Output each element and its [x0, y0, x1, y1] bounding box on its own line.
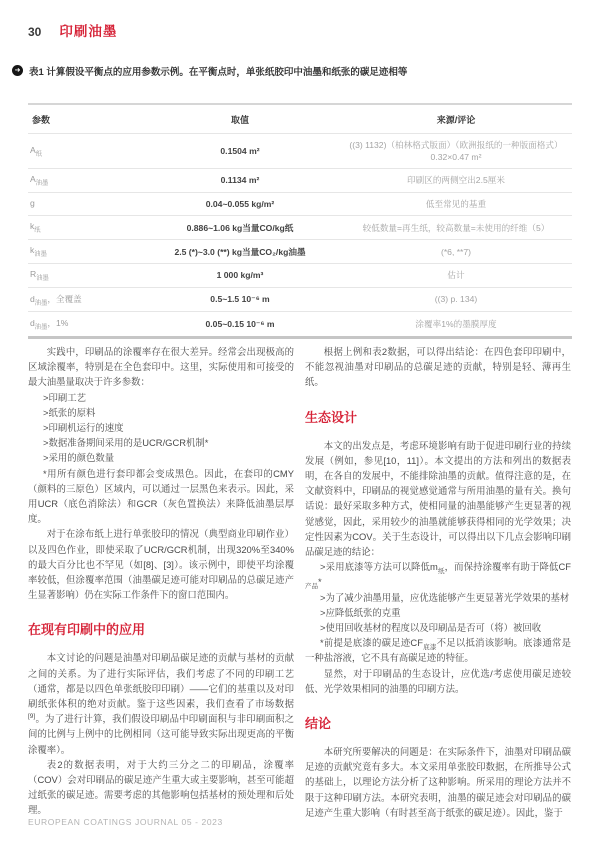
param-cell: $A_{油墨}$	[28, 169, 140, 193]
paragraph: 表2的数据表明，对于大约三分之二的印刷品，涂覆率（COV）会对印刷品的碳足迹产生重大或主要影响，甚至可能超过纸张的碳足迹。需要考虑的其他影响包括基材的预处理和后处理。	[28, 758, 294, 816]
value-cell: 0.1134 m²	[140, 169, 340, 193]
col-header-source: 来源/评论	[436, 115, 476, 125]
bullet-item: >采用的颜色数量	[43, 452, 115, 464]
comment-cell: ((3) p. 134)	[340, 287, 572, 312]
table-row	[28, 192, 572, 216]
table-row	[28, 169, 572, 193]
table-row	[28, 134, 572, 169]
paragraph: 本文的出发点是，考虑环境影响有助于促进印刷行业的持续发展（例如，参见[10，11]）。本文提出的方法和列出的数据表明，在各自的发展中，不能排除油墨的贡献。值得注意的是，在文献资料中，印刷品的视觉感觉通常与所用油墨的量有关。换句话说：最好采取多种方式，使相同量的油墨能够产生更显著的视觉感觉，因此，采用较少的油墨就能够获得相同的光学效果；决定性因素为COV。关于生态设计，可以得出以下几点会影响印刷品碳足迹的结论：	[305, 439, 571, 558]
paragraph: 本研究所要解决的问题是：在实际条件下，油墨对印刷品碳足迹的贡献究竟有多大。本文采用单张胶印数据，在所推导公式的基础上，以理论方法分析了这种影响。所采用的理论方法并不限于这种印刷方法。本研究表明，油墨的碳足迹会对印刷品的碳足迹产生重大影响（有时甚至高于纸张的碳足迹）。因此，鉴于	[305, 746, 571, 818]
table-caption: 表1 计算假设平衡点的应用参数示例。在平衡点时，单张纸胶印中油墨和纸张的碳足迹相等	[29, 67, 408, 78]
comment-cell: 估计	[340, 263, 572, 287]
param-cell: $R_{油墨}$	[28, 263, 140, 287]
table-row	[28, 263, 572, 287]
arrow-right-circle-icon: ➜	[12, 65, 23, 76]
paragraph: 根据上例和表2数据，可以得出结论：在四色套印印刷中，不能忽视油墨对印刷品的总碳足迹的贡献，特别是轻、薄再生纸。	[305, 346, 571, 388]
bullet-item: >使用回收基材的程度以及印刷品是否可（将）被回收	[320, 622, 542, 634]
param-cell: $d_{油墨}$，全覆盖	[28, 287, 140, 312]
value-cell: 0.05~0.15 10⁻⁶ m	[140, 312, 340, 338]
comment-cell: ((3) 1132)（柏林格式版面）（欧洲报纸的一种版面格式）0.32×0.47 m²	[340, 134, 572, 169]
param-cell: $k_纸$	[28, 216, 140, 240]
paragraph: 对于在涂布纸上进行单张胶印的情况（典型商业印刷作业）以及四色作业，即使采取了UCR/GCR机制，出现320%至340%的最大百分比也不罕见（如[8]、[3]）。该示例中，即使平均涂覆率较低，但涂覆率范围（油墨碳足迹可能对印刷品的总碳足迹产生显著影响）仍在实际工作条件下的窗口范围内。	[28, 528, 294, 601]
footnote: *前提是底漆的碳足迹$CF_{底漆}$不足以抵消该影响。底漆通常是一种盐溶液，它不具有高碳足迹的特征。	[305, 637, 571, 664]
comment-cell: 低至常见的基重	[340, 192, 572, 216]
param-cell: $d_{油墨}$，1%	[28, 312, 140, 338]
bullet-item: >纸张的原料	[43, 406, 96, 418]
bullet-item: >数据准备期间采用的是UCR/GCR机制*	[43, 437, 209, 449]
bullet-item: >采用底漆等方法可以降低$m_纸$，而保持涂覆率有助于降低$CF_{产品}*$	[305, 561, 571, 591]
section-heading-conclusion: 结论	[305, 716, 332, 732]
value-cell: 0.04~0.055 kg/m²	[140, 192, 340, 216]
param-cell: g	[28, 192, 140, 216]
table-row	[28, 287, 572, 312]
comment-cell: 涂覆率1%的墨膜厚度	[340, 312, 572, 338]
paragraph: 显然，对于印刷品的生态设计，应优选/考虑使用碳足迹较低、光学效果相同的油墨的印刷方法。	[305, 667, 571, 694]
comment-cell: 较低数量=再生纸，较高数量=未使用的纤维（5）	[340, 216, 572, 240]
journal-footer: EUROPEAN COATINGS JOURNAL 05 - 2023	[28, 817, 223, 827]
comment-cell: (*6, **7)	[340, 240, 572, 264]
value-cell: 0.1504 m²	[140, 134, 340, 169]
page-number: 30	[28, 25, 42, 39]
col-header-value: 取值	[230, 115, 249, 125]
body-columns	[28, 344, 572, 820]
bullet-item: >应降低纸张的克重	[320, 606, 401, 618]
section-heading-ecodesign: 生态设计	[305, 409, 358, 425]
paragraph: 本文讨论的问题是油墨对印刷品碳足迹的贡献与基材的贡献之间的关系。为了进行实际评估，我们考虑了不同的印刷工艺（通常，都是以四色单张纸胶印印刷）——它们的基重以及对印刷纸张体积的绝对贡献。鉴于这些因素，我们查看了市场数据[9]。为了进行计算，我们假设印刷品中印刷面积与非印刷面积之间的比例与上例中的比例相同（这可能导致实际出现更高的平衡涂覆率）。	[28, 652, 294, 755]
paragraph: 实践中，印刷品的涂覆率存在很大差异。经常会出现极高的区域涂覆率，特别是在全色套印中。这里，实际使用和可接受的最大油墨量取决于许多参数：	[28, 346, 294, 388]
table-row	[28, 216, 572, 240]
table-header	[28, 104, 572, 134]
section-heading-application: 在现有印刷中的应用	[28, 622, 146, 638]
param-cell: $k_{油墨}$	[28, 240, 140, 264]
body-left-column	[28, 344, 294, 820]
bullet-item: >印刷工艺	[43, 391, 87, 403]
bullet-item: >印刷机运行的速度	[43, 422, 124, 434]
body-right-column	[305, 344, 571, 820]
col-header-param: 参数	[32, 115, 51, 125]
footnote: *用所有颜色进行套印都会变成黑色。因此，在套印的CMY（颜料的三原色）区域内，可以通过一层黑色来表示。因此，采用UCR（底色消除法）和GCR（灰色置换法）来降低油墨层厚度。	[28, 467, 294, 525]
value-cell: 0.886~1.06 kg当量CO/kg纸	[140, 216, 340, 240]
value-cell: 0.5~1.5 10⁻⁶ m	[140, 287, 340, 312]
parameters-table	[28, 103, 572, 339]
bullet-item: >为了减少油墨用量，应优选能够产生更显著光学效果的基材	[320, 591, 570, 603]
table-caption-row	[12, 64, 588, 78]
value-cell: 1 000 kg/m³	[140, 263, 340, 287]
page-header	[28, 20, 117, 40]
reference-superscript: [9]	[28, 713, 36, 721]
param-cell: $A_纸$	[28, 134, 140, 169]
table-row	[28, 312, 572, 338]
table-row	[28, 240, 572, 264]
section-kicker: 印刷油墨	[59, 24, 118, 39]
value-cell: 2.5 (*)~3.0 (**) kg当量CO₂/kg油墨	[140, 240, 340, 264]
comment-cell: 印刷区的两侧空出2.5厘米	[340, 169, 572, 193]
